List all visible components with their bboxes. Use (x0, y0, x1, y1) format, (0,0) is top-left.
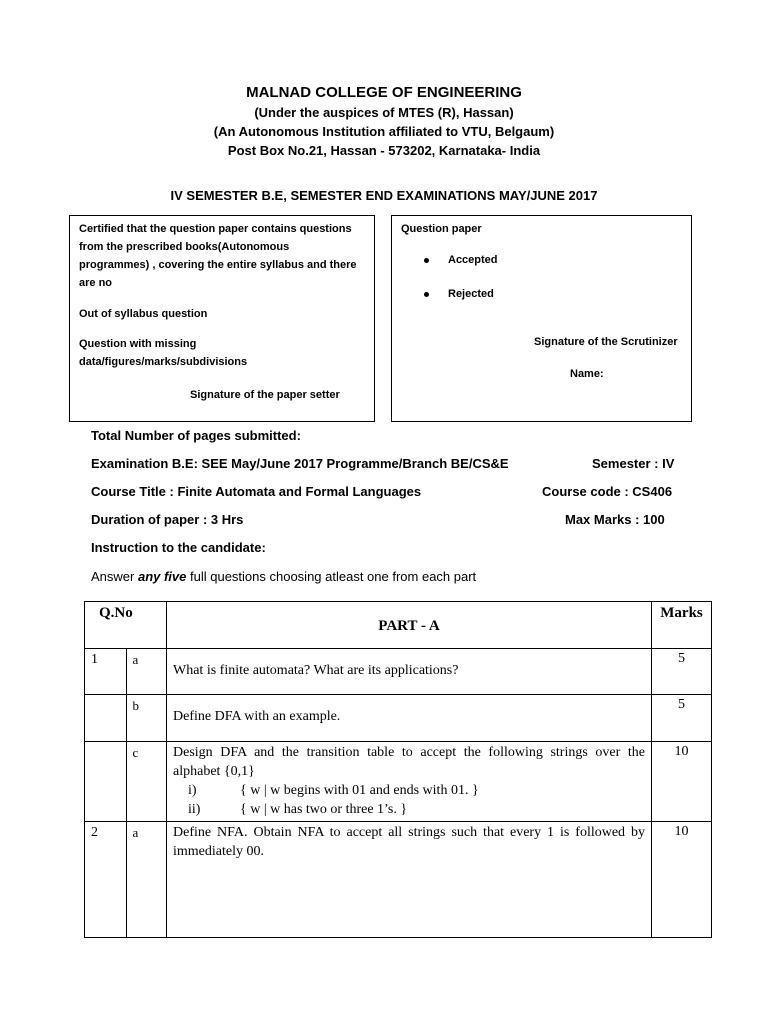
marks-header: Marks (652, 602, 712, 649)
bullet-icon (424, 292, 429, 297)
question-sub: c (126, 742, 167, 822)
max-marks-label: Max Marks : 100 (565, 512, 665, 527)
header-auspices: (Under the auspices of MTES (R), Hassan) (254, 105, 514, 120)
duration-label: Duration of paper : 3 Hrs (91, 512, 244, 527)
sub-item-list (173, 781, 645, 819)
part-header: PART - A (167, 602, 652, 649)
list-item: ii) { w | w has two or three 1’s. } (188, 802, 408, 817)
question-number: 1 (85, 649, 127, 695)
scrutinizer-signature: Signature of the Scrutinizer (534, 336, 678, 348)
instruction-heading: Instruction to the candidate: (91, 540, 266, 555)
question-table (84, 601, 712, 938)
question-text: Design DFA and the transition table to accept the following strings over the alphabet {0,1} i) { w | w begins with 01 and ends with 01. } ii) { w | w has two or three 1’s. } (167, 742, 652, 822)
instruction-text: Answer any five full questions choosing atleast one from each part (91, 569, 477, 584)
header-address: Post Box No.21, Hassan - 573202, Karnataka- India (227, 143, 541, 158)
question-sub: b (126, 695, 167, 742)
missing-data-label: Question with missing data/figures/marks/subdivisions (79, 338, 248, 368)
question-marks: 10 (652, 742, 712, 822)
setter-certification-box (69, 215, 375, 422)
question-number (85, 742, 127, 822)
header-affiliation: (An Autonomous Institution affiliated to VTU, Belgaum) (213, 124, 555, 139)
question-number: 2 (85, 822, 127, 938)
college-name: MALNAD COLLEGE OF ENGINEERING (246, 84, 522, 101)
course-title: Course Title : Finite Automata and Formal Languages (91, 484, 422, 499)
table-row (85, 695, 712, 742)
rejected-option: Rejected (424, 288, 494, 300)
question-number (85, 695, 127, 742)
question-paper-label: Question paper (401, 223, 482, 235)
table-header-row (85, 602, 712, 649)
bullet-icon (424, 258, 429, 263)
semester-label: Semester : IV (592, 456, 675, 471)
course-code: Course code : CS406 (542, 484, 673, 499)
question-marks: 5 (652, 649, 712, 695)
table-row (85, 742, 712, 822)
table-row (85, 822, 712, 938)
table-row (85, 649, 712, 695)
question-text: What is finite automata? What are its applications? (167, 649, 652, 695)
certified-text: Certified that the question paper contains questions from the prescribed books(Autonomous programmes) , covering the entire syllabus and there are no (79, 223, 357, 289)
exam-title: IV SEMESTER B.E, SEMESTER END EXAMINATIONS MAY/JUNE 2017 (170, 188, 598, 203)
question-marks: 10 (652, 822, 712, 938)
list-item: i) { w | w begins with 01 and ends with 01. } (188, 783, 479, 798)
paper-setter-signature: Signature of the paper setter (190, 389, 340, 401)
examination-line: Examination B.E: SEE May/June 2017 Programme/Branch BE/CS&E (91, 456, 509, 471)
question-marks: 5 (652, 695, 712, 742)
question-sub: a (126, 822, 167, 938)
question-text: Define DFA with an example. (167, 695, 652, 742)
qno-header: Q.No (85, 602, 167, 649)
question-text: Define NFA. Obtain NFA to accept all strings such that every 1 is followed by immediately 00. (167, 822, 652, 938)
out-of-syllabus-label: Out of syllabus question (79, 308, 208, 320)
question-sub: a (126, 649, 167, 695)
total-pages-label: Total Number of pages submitted: (91, 428, 301, 443)
scrutinizer-box (391, 215, 692, 422)
accepted-option: Accepted (424, 254, 498, 266)
scrutinizer-name: Name: (570, 368, 604, 380)
